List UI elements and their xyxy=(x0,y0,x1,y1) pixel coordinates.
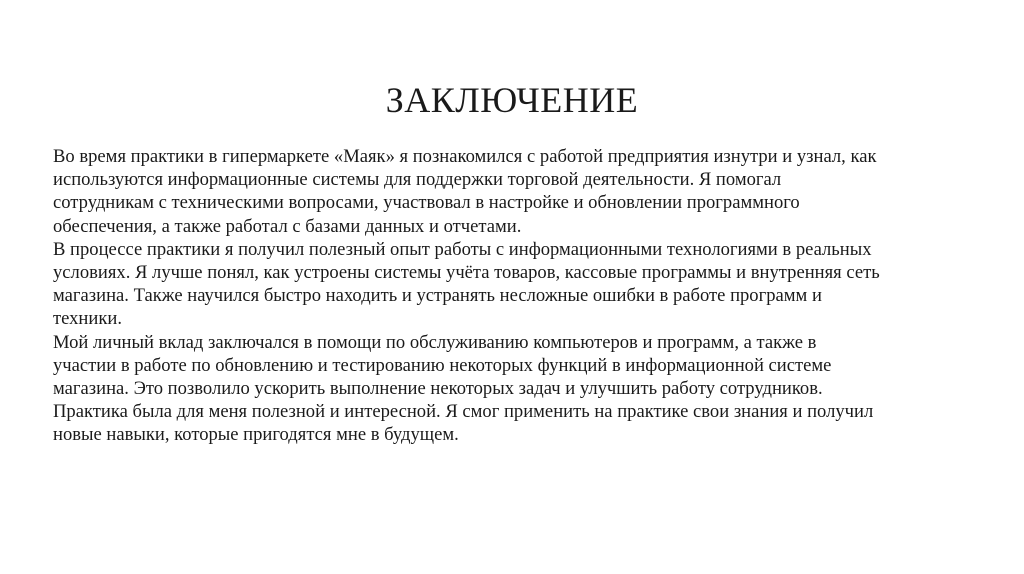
body-line: сотрудникам с техническими вопросами, участвовал в настройке и обновлении программного xyxy=(53,192,800,214)
body-line: магазина. Также научился быстро находить и устранять несложные ошибки в работе программ и xyxy=(53,285,822,307)
body-line: магазина. Это позволило ускорить выполнение некоторых задач и улучшить работу сотрудников. xyxy=(53,378,823,400)
body-line: техники. xyxy=(53,308,122,330)
body-line: В процессе практики я получил полезный опыт работы с информационными технологиями в реальных xyxy=(53,238,872,260)
body-line: Мой личный вклад заключался в помощи по обслуживанию компьютеров и программ, а также в xyxy=(53,331,817,353)
body-line: Во время практики в гипермаркете «Маяк» я познакомился с работой предприятия изнутри и узнал, как xyxy=(53,146,877,167)
slide-body xyxy=(53,145,953,447)
body-line: участии в работе по обновлению и тестированию некоторых функций в информационной системе xyxy=(53,354,832,376)
slide-title: ЗАКЛЮЧЕНИЕ xyxy=(385,80,639,120)
body-line: используются информационные системы для поддержки торговой деятельности. Я помогал xyxy=(53,169,782,191)
body-line: Практика была для меня полезной и интересной. Я смог применить на практике свои знания и получил xyxy=(53,401,874,423)
body-line: условиях. Я лучше понял, как устроены системы учёта товаров, кассовые программы и внутренняя сеть xyxy=(53,262,880,284)
body-line: новые навыки, которые пригодятся мне в будущем. xyxy=(53,424,459,446)
body-line: обеспечения, а также работал с базами данных и отчетами. xyxy=(53,215,522,237)
